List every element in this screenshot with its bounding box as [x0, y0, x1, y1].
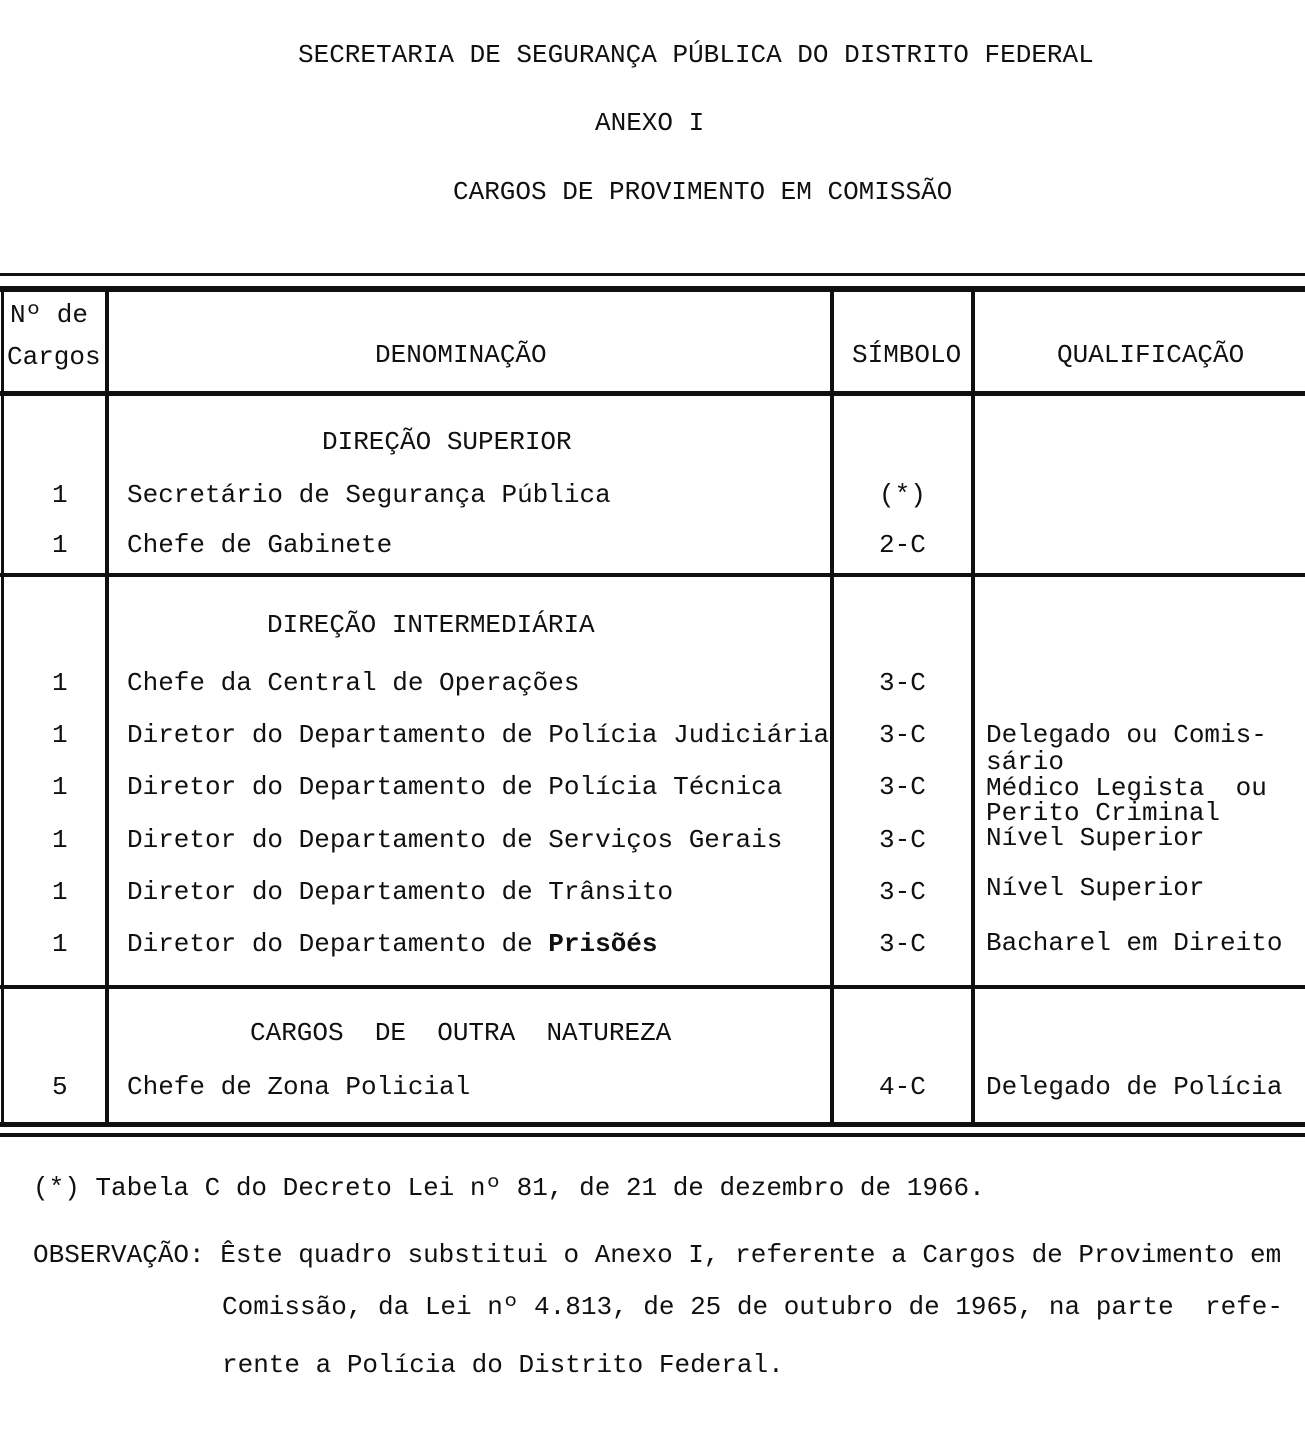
section-2-label: DIREÇÃO INTERMEDIÁRIA [267, 610, 595, 640]
qualification-line: Perito Criminal [986, 798, 1221, 828]
row-denomination: Diretor do Departamento de Polícia Técnica [127, 772, 783, 802]
table-bottom-border-thin [0, 1133, 1305, 1137]
qualification-line: Nível Superior [986, 873, 1205, 903]
row-count: 1 [52, 480, 68, 510]
row-symbol: 3-C [879, 825, 926, 855]
header-col-denomination: DENOMINAÇÃO [375, 340, 547, 370]
qualification-line: Médico Legista ou [986, 773, 1267, 803]
row-denomination: Diretor do Departamento de Serviços Gerais [127, 825, 783, 855]
section-1-label: DIREÇÃO SUPERIOR [322, 427, 572, 457]
observation-line-2: Comissão, da Lei nº 4.813, de 25 de outubro de 1965, na parte refe- [222, 1292, 1283, 1322]
row-denomination: Diretor do Departamento de Trânsito [127, 877, 674, 907]
qualification-line: sário [986, 747, 1065, 777]
row-denomination-bold: Prisõés [548, 929, 658, 959]
row-denomination [127, 931, 658, 957]
row-count: 1 [52, 530, 68, 560]
row-count: 1 [52, 877, 68, 907]
header-col-qualification: QUALIFICAÇÃO [1057, 340, 1245, 370]
table-heading: CARGOS DE PROVIMENTO EM COMISSÃO [453, 177, 953, 207]
row-count: 5 [52, 1072, 68, 1102]
row-count: 1 [52, 772, 68, 802]
header-col-count-line1: Nº de [10, 300, 89, 330]
table-top-border-thick [0, 286, 1305, 292]
column-divider-count [105, 286, 109, 1127]
row-denomination: Chefe da Central de Operações [127, 668, 580, 698]
table-left-border [1, 286, 4, 1127]
row-denomination: Diretor do Departamento de Polícia Judiciária [127, 720, 830, 750]
header-col-count-line2: Cargos [7, 342, 101, 372]
qualification-line: Delegado de Polícia [986, 1072, 1283, 1102]
row-denomination: Secretário de Segurança Pública [127, 480, 611, 510]
row-count: 1 [52, 825, 68, 855]
row-symbol: 3-C [879, 929, 926, 959]
row-denomination: Chefe de Gabinete [127, 530, 393, 560]
row-count: 1 [52, 929, 68, 959]
qualification-line: Bacharel em Direito [986, 928, 1283, 958]
row-symbol: 3-C [879, 720, 926, 750]
table-top-border-thin [0, 273, 1305, 276]
annex-title: ANEXO I [595, 108, 705, 138]
qualification-line: Delegado ou Comis- [986, 720, 1267, 750]
section-2-separator [0, 985, 1305, 989]
section-3-label: CARGOS DE OUTRA NATUREZA [250, 1018, 672, 1048]
observation-line-1: OBSERVAÇÃO: Êste quadro substitui o Anexo I, referente a Cargos de Provimento em [33, 1240, 1282, 1270]
table-bottom-border-thick [0, 1122, 1305, 1127]
row-symbol: 2-C [879, 530, 926, 560]
column-divider-symbol [830, 286, 834, 1127]
column-divider-qualification [971, 286, 975, 1127]
row-symbol: (*) [879, 480, 926, 510]
footnote-asterisk: (*) Tabela C do Decreto Lei nº 81, de 21 de dezembro de 1966. [33, 1173, 985, 1203]
table-header-separator [0, 391, 1305, 396]
row-denomination: Chefe de Zona Policial [127, 1072, 471, 1102]
row-count: 1 [52, 668, 68, 698]
row-symbol: 3-C [879, 772, 926, 802]
observation-line-3: rente a Polícia do Distrito Federal. [222, 1350, 784, 1380]
document-title: SECRETARIA DE SEGURANÇA PÚBLICA DO DISTRITO FEDERAL [298, 40, 1094, 70]
row-count: 1 [52, 720, 68, 750]
section-1-separator [0, 573, 1305, 577]
row-symbol: 3-C [879, 877, 926, 907]
row-denomination-prefix: Diretor do Departamento de [127, 929, 549, 959]
qualification-line: Nível Superior [986, 823, 1205, 853]
row-symbol: 3-C [879, 668, 926, 698]
row-symbol: 4-C [879, 1072, 926, 1102]
header-col-symbol: SÍMBOLO [852, 340, 962, 370]
